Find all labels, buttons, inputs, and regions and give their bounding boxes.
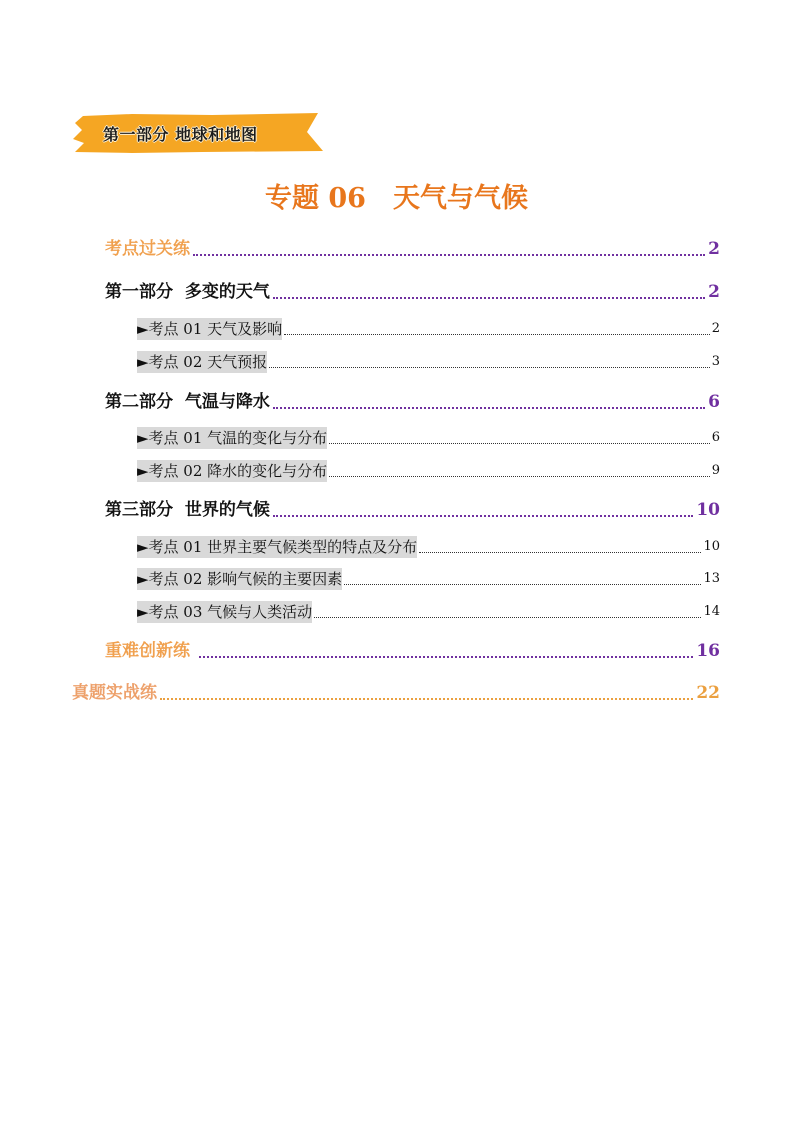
banner-text: 第一部分 地球和地图 [103,125,258,144]
toc-entry-page: 2 [708,239,720,259]
toc-entry-page: 10 [696,500,720,520]
toc-entry-part-1-point-2[interactable] [137,351,720,373]
toc-entry-label: 真题实战练 [72,683,157,703]
dot-leader [273,515,693,517]
toc-entry-page: 14 [703,604,720,619]
dot-leader [273,407,705,409]
dot-leader [314,617,701,618]
toc-entry-page: 6 [711,430,720,445]
toc-entry-kaodian-guoguan[interactable] [105,236,720,262]
toc-entry-label: ►考点 02 降水的变化与分布 [137,462,328,480]
toc-entry-label: 第二部分 气温与降水 [105,392,270,412]
toc-entry-label: ►考点 01 天气及影响 [137,320,283,338]
dot-leader [329,476,710,477]
toc-entry-zhongnan-chuangxin[interactable] [105,638,720,664]
toc-entry-page: 6 [708,392,720,412]
dot-leader [344,584,701,585]
toc-entry-page: 16 [696,641,720,661]
toc-entry-page: 3 [711,354,720,369]
toc-entry-label: 第一部分 多变的天气 [105,282,270,302]
toc-entry-label: ►考点 01 气温的变化与分布 [137,429,328,447]
dot-leader [160,698,693,700]
toc-entry-page: 2 [708,282,720,302]
dot-leader [269,367,710,368]
toc-entry-page: 10 [703,539,720,554]
page-title: 专题 06 天气与气候 [265,183,528,214]
toc-entry-part-2-point-2[interactable] [137,460,720,482]
dot-leader [284,334,710,335]
toc-entry-part-1-point-1[interactable] [137,318,720,340]
dot-leader [193,254,705,256]
toc-entry-part-3-point-1[interactable] [137,536,720,558]
toc-entry-zhenti-shizhan[interactable] [72,680,720,706]
toc-entry-label: ►考点 01 世界主要气候类型的特点及分布 [137,538,418,556]
toc-entry-label: 第三部分 世界的气候 [105,500,270,520]
toc-entry-part-2[interactable] [105,389,720,415]
toc-entry-part-3-point-3[interactable] [137,601,720,623]
toc-entry-part-1[interactable] [105,279,720,305]
toc-entry-page: 9 [711,463,720,478]
dot-leader [273,297,705,299]
dot-leader [329,443,710,444]
toc-entry-label: ►考点 02 影响气候的主要因素 [137,570,343,588]
toc-entry-part-3[interactable] [105,497,720,523]
toc-entry-part-2-point-1[interactable] [137,427,720,449]
dot-leader [419,552,701,553]
toc-entry-label: 考点过关练 [105,239,190,259]
toc-entry-label: ►考点 03 气候与人类活动 [137,603,313,621]
toc-entry-page: 22 [696,683,720,703]
toc-entry-page: 13 [703,571,720,586]
toc-entry-page: 2 [711,321,720,336]
toc-entry-label: ►考点 02 天气预报 [137,353,268,371]
dot-leader [199,656,693,658]
toc-entry-part-3-point-2[interactable] [137,568,720,590]
section-banner [72,112,324,154]
toc-entry-label: 重难创新练 [105,641,196,661]
